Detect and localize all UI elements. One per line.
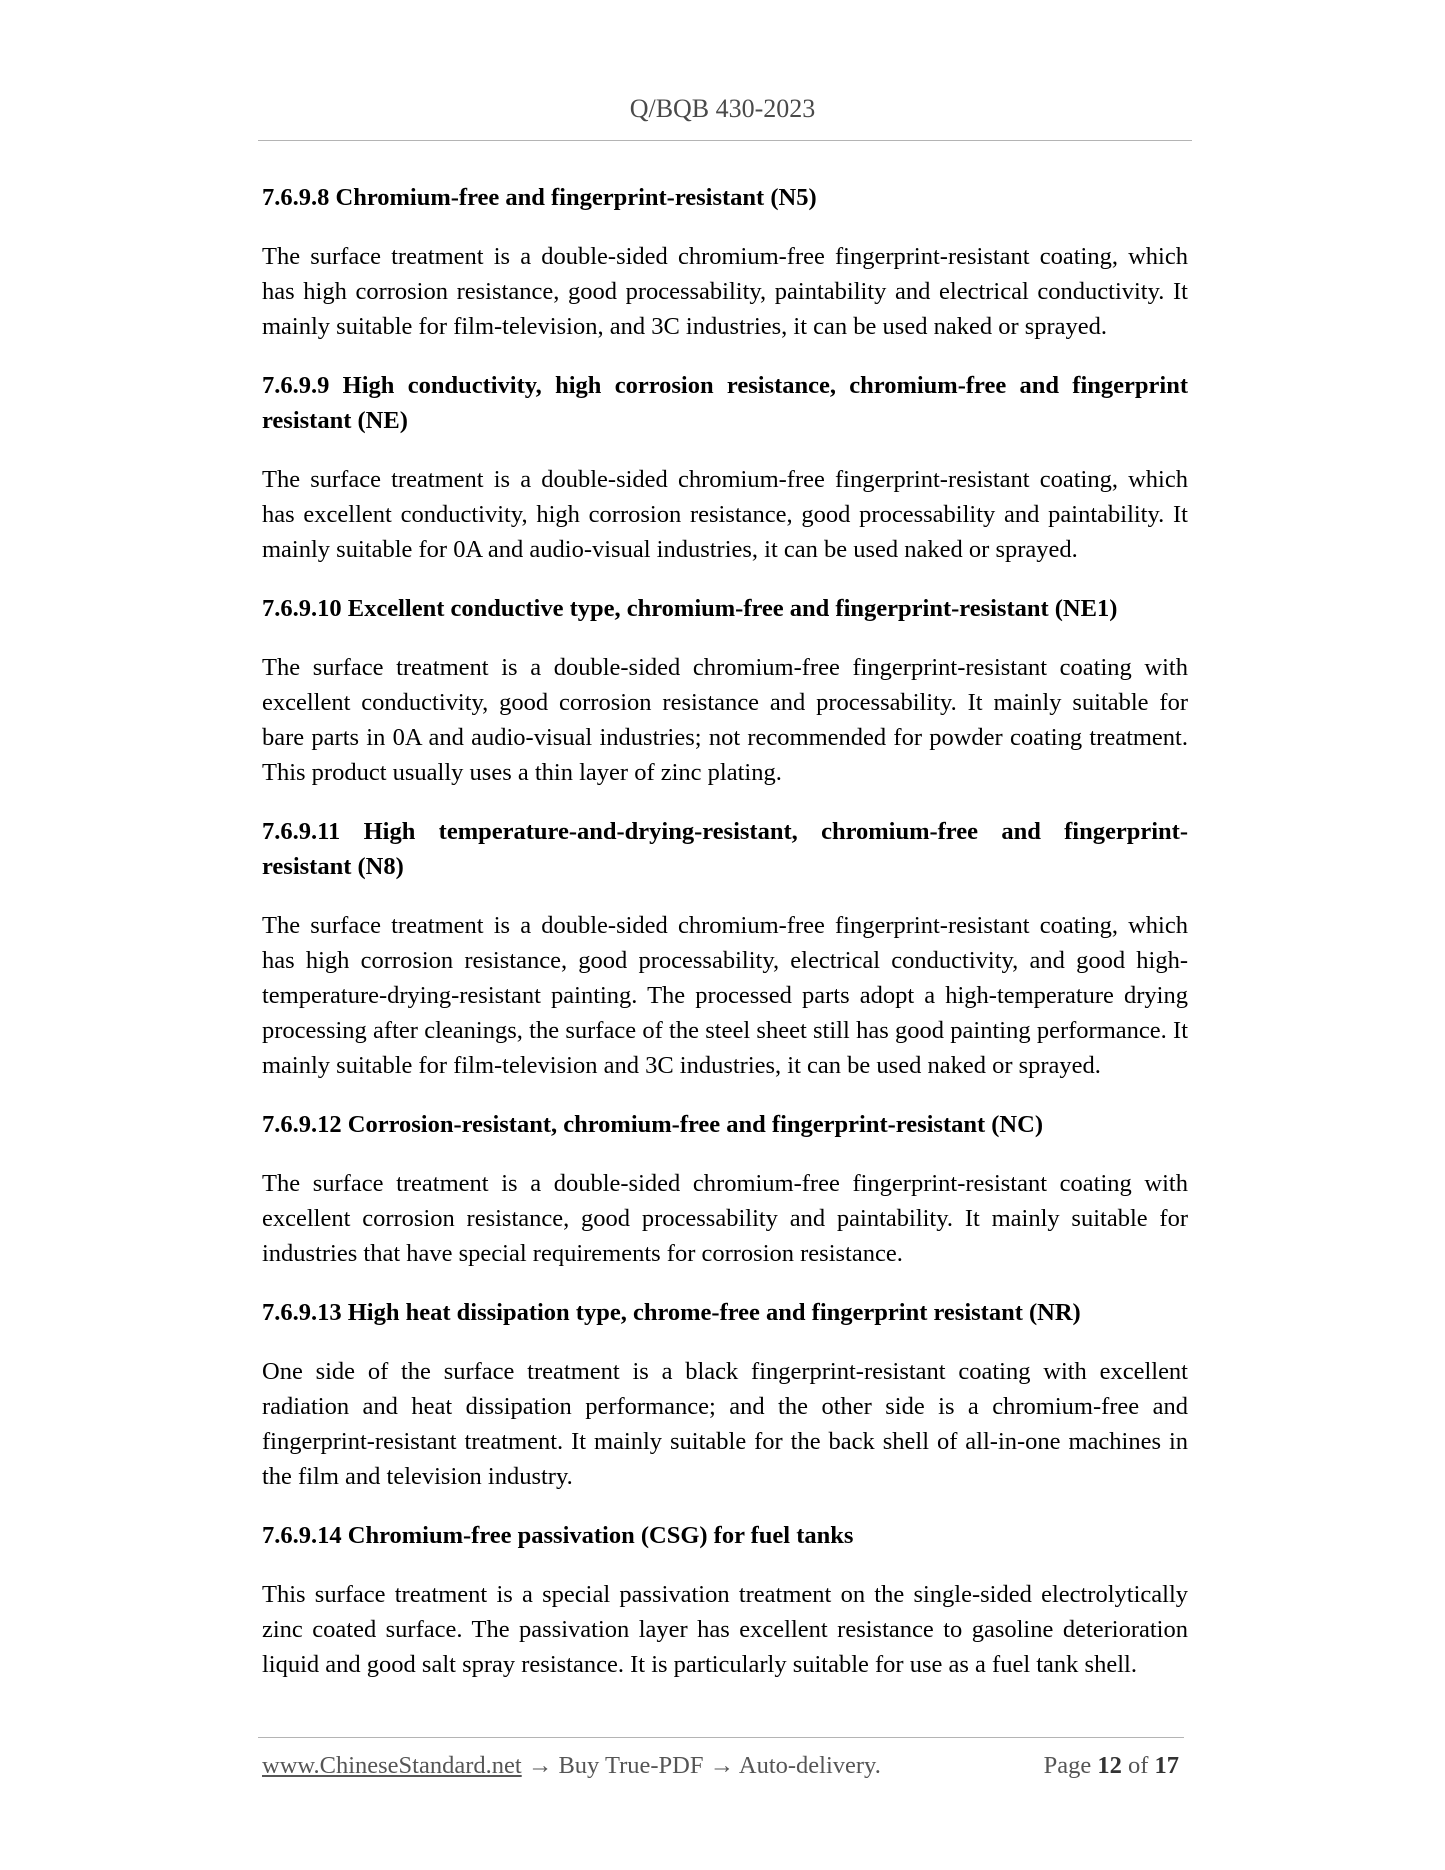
section-paragraph: The surface treatment is a double-sided chromium-free fingerprint-resistant coating, which has high corrosion resistance, good processability, electrical conductivity, and good high-temperature-drying-resistant painting. The processed parts adopt a high-temperature drying processing after cleanings, the surface of the steel sheet still has good painting performance. It mainly suitable for film-television and 3C industries, it can be used naked or sprayed. — [262, 912, 1188, 1079]
section-7-6-9-10 — [262, 591, 1188, 790]
section-paragraph: The surface treatment is a double-sided chromium-free fingerprint-resistant coating, which has high corrosion resistance, good processability, paintability and electrical conductivity. It mainly suitable for film-television, and 3C industries, it can be used naked or sprayed. — [262, 243, 1188, 340]
section-paragraph: The surface treatment is a double-sided chromium-free fingerprint-resistant coating with excellent conductivity, good corrosion resistance and processability. It mainly suitable for bare parts in 0A and audio-visual industries; not recommended for powder coating treatment. This product usually uses a thin layer of zinc plating. — [262, 654, 1188, 786]
section-7-6-9-8 — [262, 180, 1188, 344]
page-label: Page — [1043, 1752, 1092, 1779]
section-heading: 7.6.9.13 High heat dissipation type, chrome-free and fingerprint resistant (NR) — [262, 1299, 1081, 1326]
total-page-count: 17 — [1154, 1752, 1179, 1779]
current-page-number: 12 — [1097, 1752, 1122, 1779]
section-heading: 7.6.9.14 Chromium-free passivation (CSG) for fuel tanks — [262, 1522, 854, 1549]
section-heading: 7.6.9.9 High conductivity, high corrosion resistance, chromium-free and fingerprint resistant (NE) — [262, 372, 1188, 434]
arrow-right-icon: → — [709, 1752, 735, 1779]
section-heading: 7.6.9.8 Chromium-free and fingerprint-resistant (N5) — [262, 184, 817, 211]
document-body — [262, 180, 1188, 1706]
of-label: of — [1127, 1752, 1149, 1779]
section-heading: 7.6.9.11 High temperature-and-drying-resistant, chromium-free and fingerprint-resistant (N8) — [262, 818, 1188, 880]
section-7-6-9-14 — [262, 1518, 1188, 1682]
section-7-6-9-13 — [262, 1295, 1188, 1494]
section-paragraph: The surface treatment is a double-sided chromium-free fingerprint-resistant coating with excellent corrosion resistance, good processability and paintability. It mainly suitable for industries that have special requirements for corrosion resistance. — [262, 1170, 1188, 1267]
document-id: Q/BQB 430-2023 — [629, 94, 816, 123]
footer-promo — [262, 1752, 881, 1780]
section-paragraph: This surface treatment is a special passivation treatment on the single-sided electrolytically zinc coated surface. The passivation layer has excellent resistance to gasoline deterioration liquid and good salt spray resistance. It is particularly suitable for use as a fuel tank shell. — [262, 1581, 1188, 1678]
section-paragraph: The surface treatment is a double-sided chromium-free fingerprint-resistant coating, which has excellent conductivity, high corrosion resistance, good processability and paintability. It mainly suitable for 0A and audio-visual industries, it can be used naked or sprayed. — [262, 466, 1188, 563]
buy-pdf-text: Buy True-PDF — [558, 1752, 704, 1779]
chinesestandard-link[interactable]: www.ChineseStandard.net — [262, 1752, 522, 1779]
page-indicator — [1044, 1752, 1179, 1780]
section-7-6-9-12 — [262, 1107, 1188, 1271]
section-heading: 7.6.9.12 Corrosion-resistant, chromium-free and fingerprint-resistant (NC) — [262, 1111, 1043, 1138]
arrow-right-icon: → — [527, 1752, 553, 1779]
section-heading: 7.6.9.10 Excellent conductive type, chromium-free and fingerprint-resistant (NE1) — [262, 595, 1118, 622]
section-7-6-9-9 — [262, 368, 1188, 567]
footer-divider — [258, 1737, 1184, 1738]
section-7-6-9-11 — [262, 814, 1188, 1083]
section-paragraph: One side of the surface treatment is a black fingerprint-resistant coating with excellent radiation and heat dissipation performance; and the other side is a chromium-free and fingerprint-resistant treatment. It mainly suitable for the back shell of all-in-one machines in the film and television industry. — [262, 1358, 1188, 1490]
header-divider — [258, 140, 1192, 141]
auto-delivery-text: Auto-delivery. — [738, 1752, 881, 1779]
